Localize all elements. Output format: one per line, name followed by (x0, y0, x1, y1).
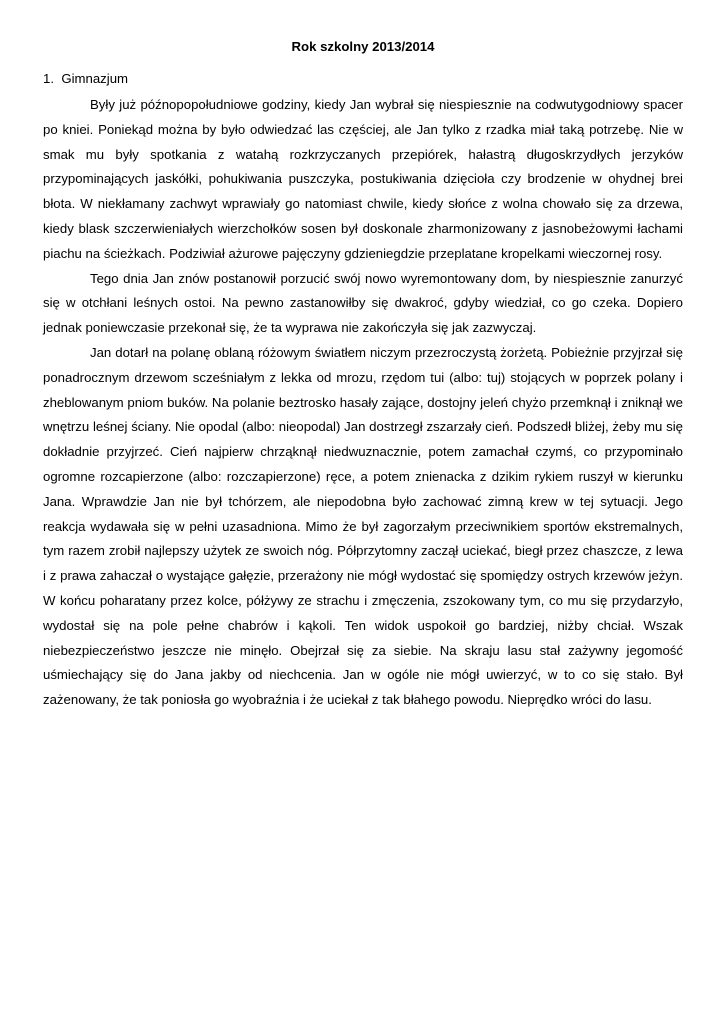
section-heading: 1. Gimnazjum (43, 71, 129, 86)
document-page (43, 38, 683, 713)
document-title: Rok szkolny 2013/2014 (291, 39, 435, 54)
paragraph-3: Jan dotarł na polanę oblaną różowym światłem niczym przezroczystą żorżetą. Pobieżnie przyjrzał się ponadrocznym drzewom scześniałym z lekka od mrozu, rzędom tui (albo: tuj) stojących w poprzek polany i zheblowanym pniom buków. Na polanie beztrosko hasały zające, dostojny jeleń chyżo przemknął i zniknął we wnętrzu leśnej ściany. Nie opodal (albo: nieopodal) Jan dostrzegł zszarzały cień. Podszedł bliżej, żeby mu się dokładnie przyjrzeć. Cień najpierw chrząknął niedwuznacznie, potem zamachał czymś, co przypominało ogromne rozcapierzone (albo: rozczapierzone) ręce, a potem znienacka z dzikim rykiem ruszył w kierunku Jana. Wprawdzie Jan nie był tchórzem, ale niepodobna było zachować zimną krew w tej sytuacji. Jego reakcja wydawała się w pełni uzasadniona. Mimo że był zagorzałym przeciwnikiem sportów ekstremalnych, tym razem zrobił najlepszy użytek ze swoich nóg. Półprzytomny zaczął uciekać, biegł przez chaszcze, z lewa i z prawa zahaczał o wystające gałęzie, przerażony nie mógł wydostać się spomiędzy ostrych krzewów jeżyn. W końcu poharatany przez kolce, półżywy ze strachu i zmęczenia, zszokowany tym, co mu się przydarzyło, wydostał się na pole pełne chabrów i kąkoli. Ten widok uspokoił go bardziej, niżby chciał. Wszak niebezpieczeństwo jeszcze nie minęło. Obejrzał się za siebie. Na skraju lasu stał zażywny jegomość uśmiechający się do Jana jakby od niechcenia. Jan w ogóle nie mógł uwierzyć, w to co się stało. Był zażenowany, że tak poniosła go wyobraźnia i że uciekał z tak błahego powodu. Nieprędko wróci do lasu. (43, 344, 683, 708)
paragraph-2: Tego dnia Jan znów postanowił porzucić swój nowo wyremontowany dom, by niespiesznie zanurzyć się w otchłani leśnych ostoi. Na pewno zastanowiłby się dwakroć, gdyby wiedział, co go czeka. Dopiero jednak poniewczasie przekonał się, że ta wyprawa nie zakończyła się jak zazwyczaj. (43, 270, 683, 336)
paragraph-1: Były już późnopopołudniowe godziny, kiedy Jan wybrał się niespiesznie na codwutygodniowy spacer po kniei. Poniekąd można by było odwiedzać las częściej, ale Jan tylko z rzadka miał taką potrzebę. Nie w smak mu były spotkania z watahą rozkrzyczanych przepiórek, hałastrą długoskrzydłych jerzyków przypominających jaskółki, pohukiwania puszczyka, postukiwania dzięcioła czy brodzenie w ohydnej brei błota. W niekłamany zachwyt wprawiały go natomiast chwile, kiedy słońce z wolna chowało się za drzewa, kiedy blask szczerwieniałych wierzchołków sosen był doskonale zharmonizowany z jasnobeżowymi łachami piachu na ścieżkach. Podziwiał ażurowe pajęczyny gdzieniegdzie przeplatane kropelkami wieczornej rosy. (43, 97, 683, 261)
